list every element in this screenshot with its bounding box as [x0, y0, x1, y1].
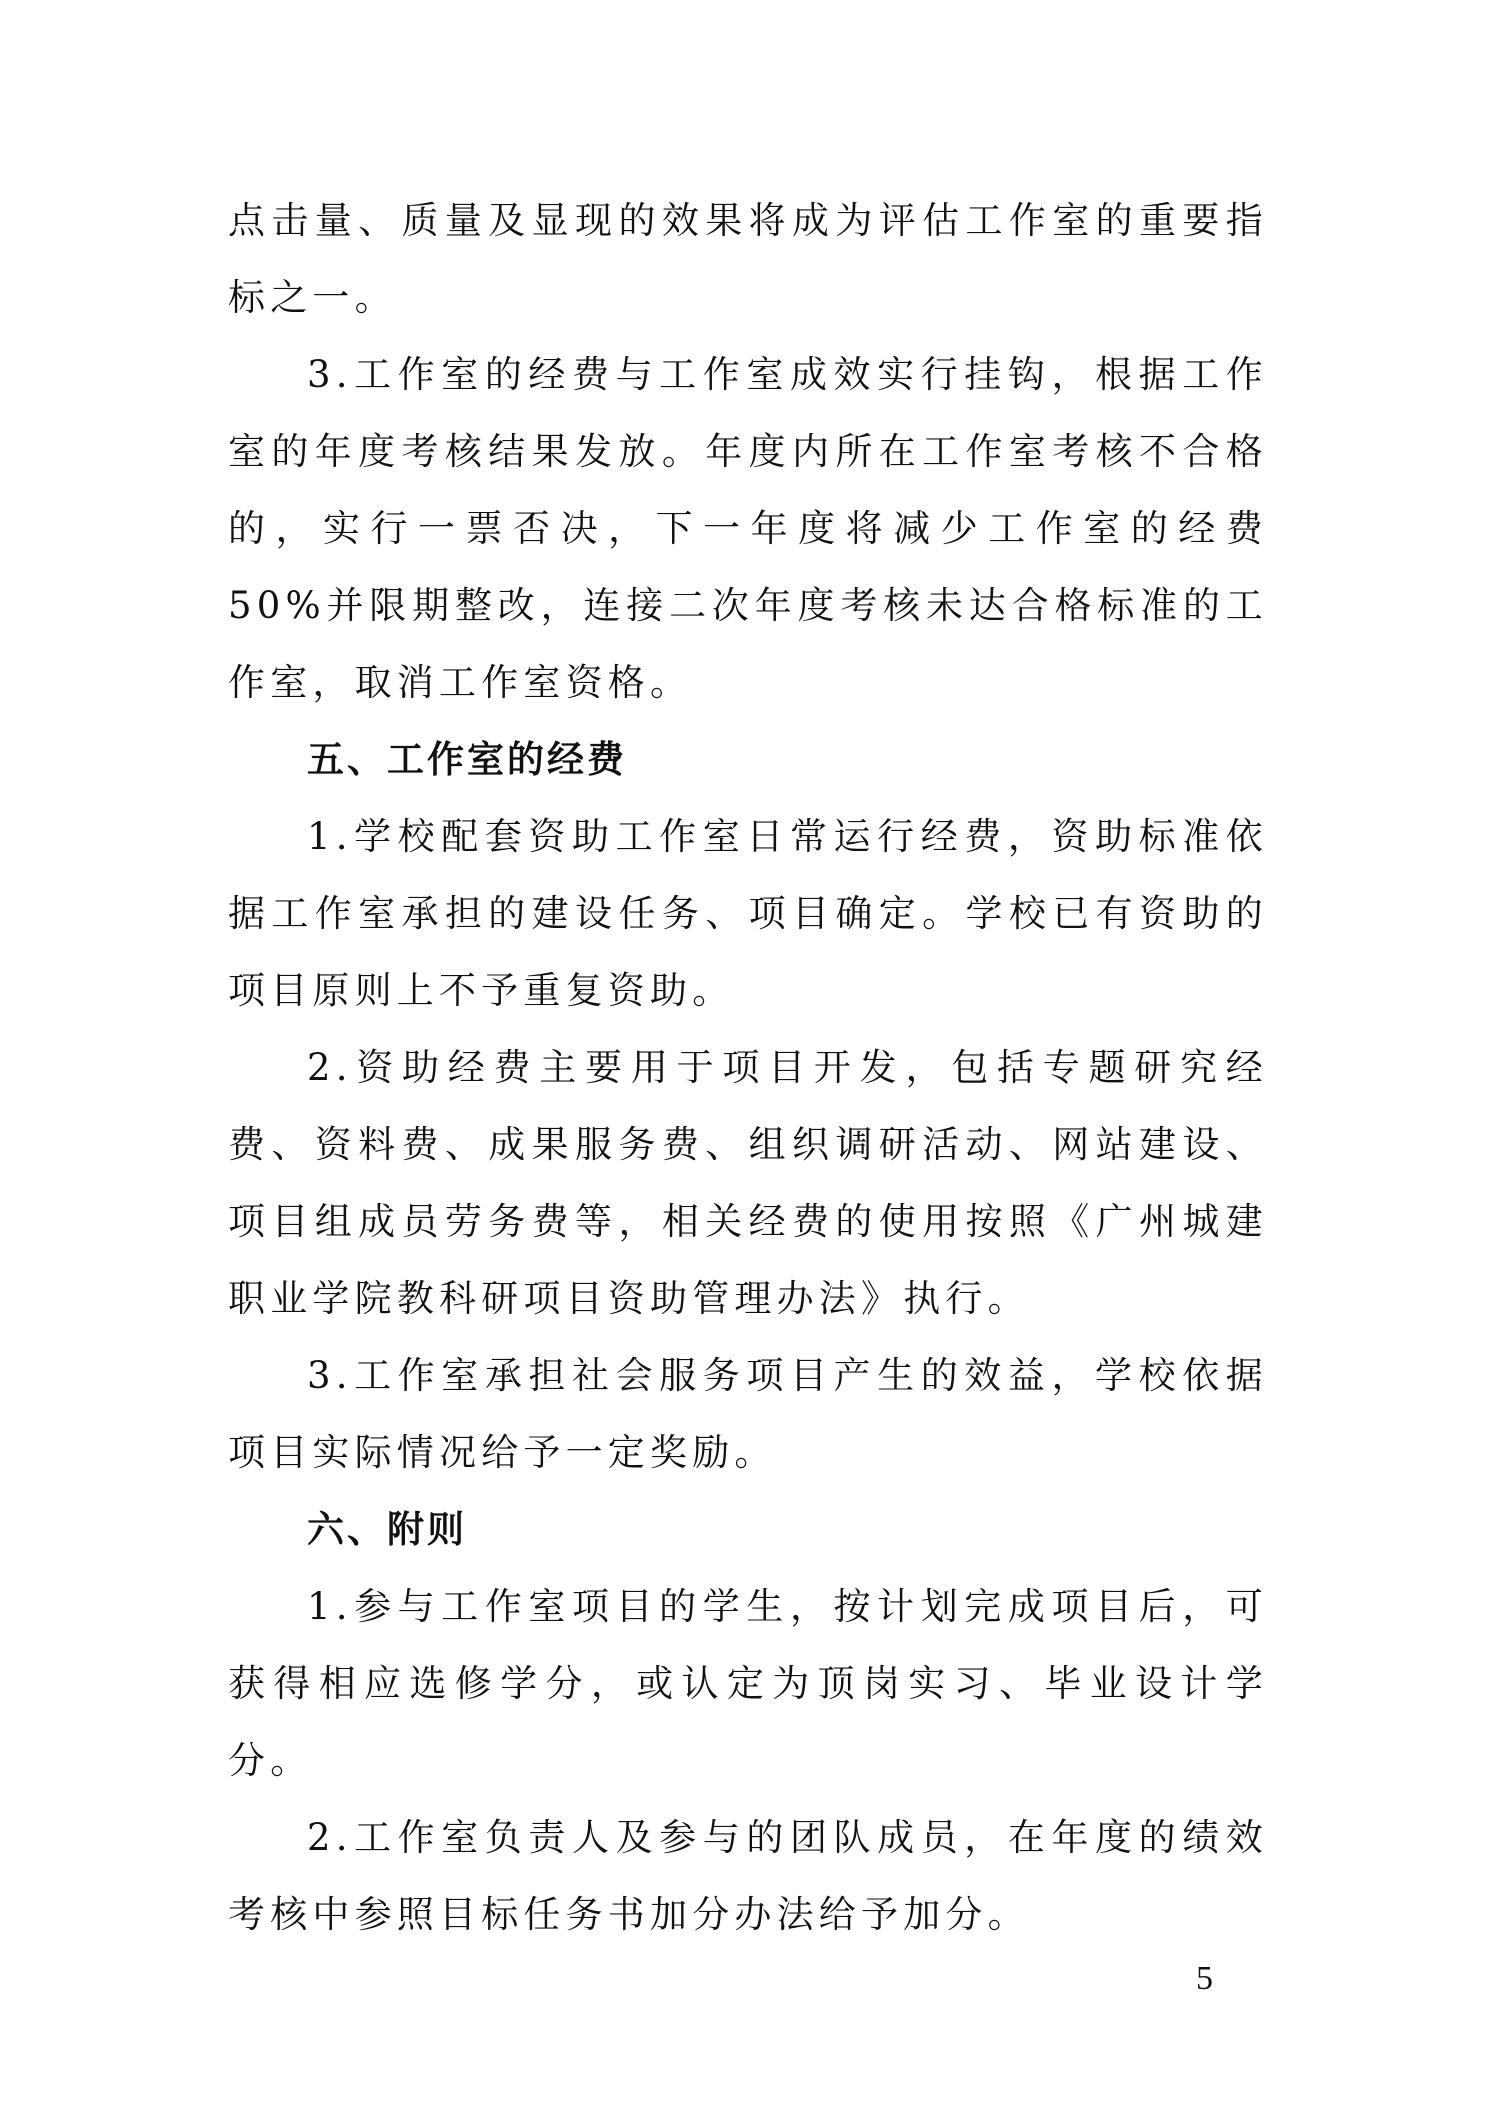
- paragraph: 2.资助经费主要用于项目开发，包括专题研究经费、资料费、成果服务费、组织调研活动、网站建设、项目组成员劳务费等，相关经费的使用按照《广州城建职业学院教科研项目资助管理办法》执行。: [228, 1046, 1268, 1320]
- paragraph: 2.工作室负责人及参与的团队成员，在年度的绩效考核中参照目标任务书加分办法给予加分。: [228, 1816, 1268, 1936]
- paragraph: 3.工作室承担社会服务项目产生的效益，学校依据项目实际情况给予一定奖励。: [228, 1354, 1268, 1474]
- paragraph: 3.工作室的经费与工作室成效实行挂钩，根据工作室的年度考核结果发放。年度内所在工作室考核不合格的，实行一票否决，下一年度将减少工作室的经费 50%并限期整改，连接二次年度考核未达合格标准的工作室，取消工作室资格。: [228, 353, 1268, 704]
- paragraph: 1.学校配套资助工作室日常运行经费，资助标准依据工作室承担的建设任务、项目确定。学校已有资助的项目原则上不予重复资助。: [228, 815, 1268, 1012]
- paragraph: 1.参与工作室项目的学生，按计划完成项目后，可获得相应选修学分，或认定为顶岗实习、毕业设计学分。: [228, 1585, 1268, 1782]
- page-number: 5: [1196, 1960, 1213, 1997]
- page-body: [228, 182, 1268, 1953]
- section-heading: 五、工作室的经费: [307, 738, 627, 781]
- paragraph: 点击量、质量及显现的效果将成为评估工作室的重要指标之一。: [228, 199, 1268, 319]
- section-heading: 六、附则: [307, 1508, 467, 1551]
